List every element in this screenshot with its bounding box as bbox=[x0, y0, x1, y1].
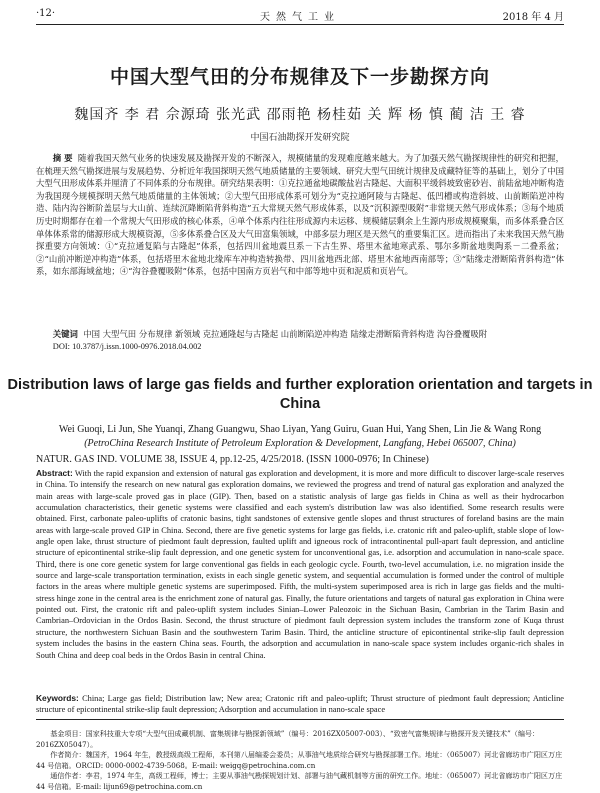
chinese-authors: 魏国齐 李 君 佘源琦 张光武 邵雨艳 杨桂茹 关 辉 杨 慎 蔺 洁 王 睿 bbox=[74, 107, 526, 123]
footnote-corresponding-author: 通信作者：李君，1974 年生，高级工程师，博士；主要从事油气勘探规划计划、部署与油气藏机制等方面的研究工作。地址：（065007）河北省廊坊市广阳区万庄 44 号信箱。E-mail: lijun69@petrochina.com.cn bbox=[36, 771, 563, 791]
running-header bbox=[36, 8, 564, 22]
chinese-abstract-label: 摘 要 bbox=[52, 153, 73, 163]
footnote-funding: 基金项目：国家科技重大专项“大型气田成藏机制、富集规律与勘探新领域”（编号：2016ZX05007-003）、“致密气富集规律与勘探开发关键技术”（编号：2016ZX05047）。 bbox=[36, 729, 540, 749]
chinese-keywords-text: 中国 大型气田 分布规律 新领域 克拉通隆起与古隆起 山前断陷逆冲构造 陆缘走滑断陷背斜构造 沟谷叠覆吸附 bbox=[83, 329, 488, 339]
chinese-keywords-label: 关键词 bbox=[52, 329, 78, 339]
english-abstract-label: Abstract: bbox=[36, 468, 73, 478]
english-institution: (PetroChina Research Institute of Petroleum Exploration & Development, Langfang, Hebei 065007, China) bbox=[84, 438, 516, 449]
footnotes bbox=[36, 729, 564, 793]
chinese-title: 中国大型气田的分布规律及下一步勘探方向 bbox=[109, 66, 490, 88]
journal-name: 天然气工业 bbox=[260, 12, 340, 23]
english-keywords bbox=[36, 693, 564, 715]
chinese-institution: 中国石油勘探开发研究院 bbox=[250, 133, 350, 143]
chinese-abstract bbox=[36, 152, 564, 278]
page-number: ·12· bbox=[36, 8, 56, 19]
english-keywords-text: China; Large gas field; Distribution law; New area; Cratonic rift and paleo-uplift; Thrust structure of piedmont fault depression; Anticline structure of epicontinental strike-slip fault depression; Adsorption and accumulation in nano-scale space bbox=[36, 694, 565, 714]
citation: NATUR. GAS IND. VOLUME 38, ISSUE 4, pp.12-25, 4/25/2018. (ISSN 1000-0976; In Chinese) bbox=[36, 454, 429, 465]
footnote-first-author: 作者简介：魏国齐，1964 年生，教授级高级工程师，本刊第八届编委会委员；从事油气地质综合研究与勘探部署工作。地址：（065007）河北省廊坊市广阳区万庄 44 号信箱。ORCID: 0000-0002-4739-5068。E-mail: weigq@petrochina.com.cn bbox=[36, 750, 563, 770]
header-rule bbox=[36, 24, 564, 25]
issue-date: 2018 年 4 月 bbox=[502, 12, 564, 23]
english-authors: Wei Guoqi, Li Jun, She Yuanqi, Zhang Guangwu, Shao Liyan, Yang Guiru, Guan Hui, Yang Shen, Lin Jie & Wang Rong bbox=[58, 424, 542, 435]
chinese-keywords bbox=[36, 328, 564, 340]
chinese-abstract-text: 随着我国天然气业务的快速发展及勘探开发的不断深入，规模储量的发现难度越来越大。为了加强天然气勘探规律性的研究和把握，在梳理天然气勘探进展与发展趋势、分析近年我国探明天然气地质储量的主要领域、研究大型气田统计规律及成藏特征等的基础上，划分了中国大型气田形成体系并厘清了不同体系的分布规律。研究结果表明：①克拉通盆地碳酸盐岩古隆起、大面积平缓斜坡致密砂岩、前陆盆地冲断构造为我国现今规模探明天然气地质储量的主体领域；②大型气田形成体系可划分为“克拉通阿陵与古隆起、低凹槽或构造斜坡、山前断陷逆冲构造、陆内沟谷断阶盖层与大山前、连续沉降断陷背斜构造”五大常规天然气形成体系，以及“沉积源型吸附”非常规天然气形成体系；③每个地质历史时期都存在着一个常规大气田形成的核心体系，④单个体系内往往形成源内未运移、规模储层剩余上生源内形成规模聚集，而多体系叠合区单体体系常的储源形成大规模资源，⑤多体系叠合区及大气田富集领域，中部多层力理区是天然气的重要集汇区。进而指出了未来我国天然气勘探重要方向领域：①“克拉通复陷与古隆起”体系，包括四川盆地震旦系－下古生界、塔里木盆地寒武系、鄂尔多斯盆地奥陶系－二叠系盆；②“山前冲断逆冲构造”体系，包括塔里木盆地北缘库车冲构造转换带、四川盆地西北部、塔里木盆地西南部等；③“陆缘走滑断陷背斜构造”体系，如东部海域盆地；④“沟谷叠覆吸附”体系，包括中国南方页岩气和中部等地中页和泥质和页岩气。 bbox=[36, 153, 564, 277]
english-abstract-text: With the rapid expansion and extension of natural gas exploration and development, it is more and more difficult to discover large-scale reserves in China. To intensify the research on new natural gas exploration domains, we reviewed the progress and trend of natural gas exploration and analyzed the main areas with large-scale proved gas in place (GIP). Then, based on a statistic analysis of large gas fields in China as well as their hydrocarbon accumulation characteristics, their genetic systems were classified and each system's distribution law was also identified. Some research results were obtained. First, carbonate paleo-uplifts of cratonic basins, tight sandstones of extensive gentle slopes and thrust structures of foreland basins are the main areas with large-scale proved GIP in China. Second, there are five genetic systems for large gas fields, i.e. cratonic rift and paleo-uplift, stable slope of low-angle open lake, thrust structure of piedmont fault depression, faulted uplift and igneous rock of intracontinental pull-apart fault depression, and anticline structure of epicontinental strike-slip fault depression, and one genetic system for unconventional gas, i.e. adsorption and accumulation in nano-scale space. Third, there is one core genetic system for large conventional gas fields in each geologic cycle. Fourth, two-level accumulation, i.e. no migration inside the source and large-scale transportation termination, exists in each single genetic system, and sequential accumulation is formed under the control of multiple factors in the areas where multiple genetic systems are superimposed. Fifth, the multi-system superimposed area is rich in large gas fields and the multi-stress hinge zone in the central area is the enrichment zone of natural gas. Finally, the future orientations and targets of natural gas exploration in China were pointed out. First, the cratonic rift and paleo-uplift system includes Sinian–Lower Paleozoic in the Sichuan Basin, Cambrian in the Tarim Basin and Cambrian–Ordovician in the Ordos Basin. Second, the thrust structure of piedmont fault depression system includes the transform zone of Kuqa thrust structure, the northwestern Sichuan Basin and the southwestern Tarim Basin. Third, the anticline structure of epicontinental strike-slip fault depression system includes the basins in the eastern China seas. Fourth, the adsorption and accumulation in nano-scale space system includes organic-rich shales in South China and deep coal beds in the Ordos Basin in central China. bbox=[36, 469, 564, 660]
footnote-rule bbox=[36, 719, 564, 720]
english-abstract bbox=[36, 468, 564, 661]
english-keywords-label: Keywords: bbox=[36, 693, 79, 703]
english-title: Distribution laws of large gas fields and further exploration orientation and targets in China bbox=[7, 377, 593, 412]
doi: DOI: 10.3787/j.issn.1000-0976.2018.04.002 bbox=[52, 342, 202, 351]
